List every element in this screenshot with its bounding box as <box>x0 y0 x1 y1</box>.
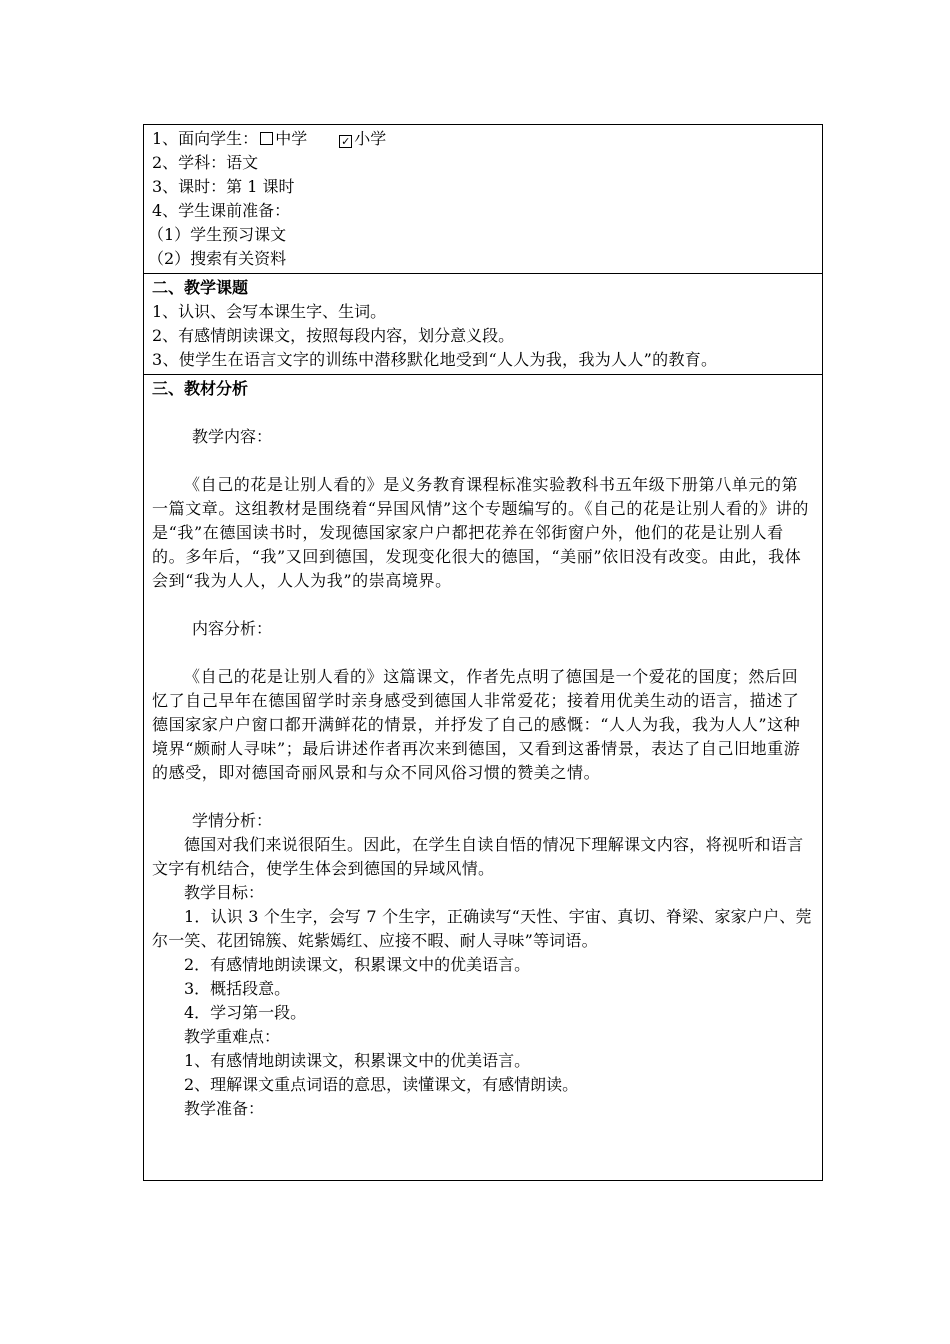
prep-title: 4、学生课前准备： <box>152 201 291 220</box>
content-label: 教学内容： <box>192 427 273 446</box>
key-point-item: 1、有感情地朗读课文，积累课文中的优美语言。 <box>184 1051 531 1070</box>
analysis-label: 内容分析： <box>192 619 273 638</box>
student-paragraph: 德国对我们来说很陌生。因此，在学生自读自悟的情况下理解课文内容，将视听和语言文字有机结合，使学生体会到德国的异域风情。 <box>152 835 804 878</box>
primary-school-checkbox[interactable] <box>339 135 352 148</box>
section-heading: 二、教学课题 <box>152 278 249 297</box>
middle-school-label: 中学 <box>275 129 308 148</box>
topic-item: 3、使学生在语言文字的训练中潜移默化地受到“人人为我，我为人人”的教育。 <box>152 350 718 369</box>
primary-school-label: 小学 <box>354 129 387 148</box>
goal-item: 2．有感情地朗读课文，积累课文中的优美语言。 <box>184 955 531 974</box>
goal-item: 4．学习第一段。 <box>184 1003 307 1022</box>
student-label: 学情分析： <box>192 811 273 830</box>
section-topic <box>144 273 822 374</box>
key-points-label: 教学重难点： <box>184 1027 281 1046</box>
middle-school-checkbox[interactable] <box>260 132 273 145</box>
topic-item: 2、有感情朗读课文，按照每段内容，划分意义段。 <box>152 326 515 345</box>
goal-item: 1．认识 3 个生字，会写 7 个生字，正确读写“天性、宇宙、真切、脊梁、家家户户、莞尔一笑、花团锦簇、姹紫嫣红、应接不暇、耐人寻味”等词语。 <box>152 907 812 950</box>
content-paragraph: 《自己的花是让别人看的》是义务教育课程标准实验教科书五年级下册第八单元的第一篇文章。这组教材是围绕着“异国风情”这个专题编写的。《自己的花是让别人看的》讲的是“我”在德国读书时，发现德国家家户户都把花养在邻街窗户外，他们的花是让别人看的。多年后，“我”又回到德国，发现变化很大的德国，“美丽”依旧没有改变。由此，我体会到“我为人人，人人为我”的崇高境界。 <box>152 475 809 590</box>
subject-line: 2、学科：语文 <box>152 153 259 172</box>
goal-item: 3．概括段意。 <box>184 979 291 998</box>
teaching-prep-label: 教学准备： <box>184 1099 265 1118</box>
audience-row <box>152 127 814 151</box>
audience-label: 1、面向学生： <box>152 129 259 148</box>
key-point-item: 2、理解课文重点词语的意思，读懂课文，有感情朗读。 <box>184 1075 579 1094</box>
topic-item: 1、认识、会写本课生字、生词。 <box>152 302 387 321</box>
checkmark-icon: ✓ <box>341 135 351 148</box>
section-basic-info <box>144 125 822 273</box>
period-line: 3、课时：第 1 课时 <box>152 177 295 196</box>
lesson-plan-table <box>143 124 823 1181</box>
prep-item: （1）学生预习课文 <box>148 225 287 244</box>
prep-item: （2）搜索有关资料 <box>148 249 287 268</box>
section-heading: 三、教材分析 <box>152 379 249 398</box>
analysis-paragraph: 《自己的花是让别人看的》这篇课文，作者先点明了德国是一个爱花的国度；然后回忆了自己早年在德国留学时亲身感受到德国人非常爱花；接着用优美生动的语言，描述了德国家家户户窗口都开满鲜花的情景，并抒发了自己的感慨：“人人为我，我为人人”这种境界“颇耐人寻味”；最后讲述作者再次来到德国，又看到这番情景，表达了自己旧地重游的感受，即对德国奇丽风景和与众不同风俗习惯的赞美之情。 <box>152 667 801 782</box>
goals-label: 教学目标： <box>184 883 265 902</box>
section-material-analysis <box>144 374 822 1180</box>
